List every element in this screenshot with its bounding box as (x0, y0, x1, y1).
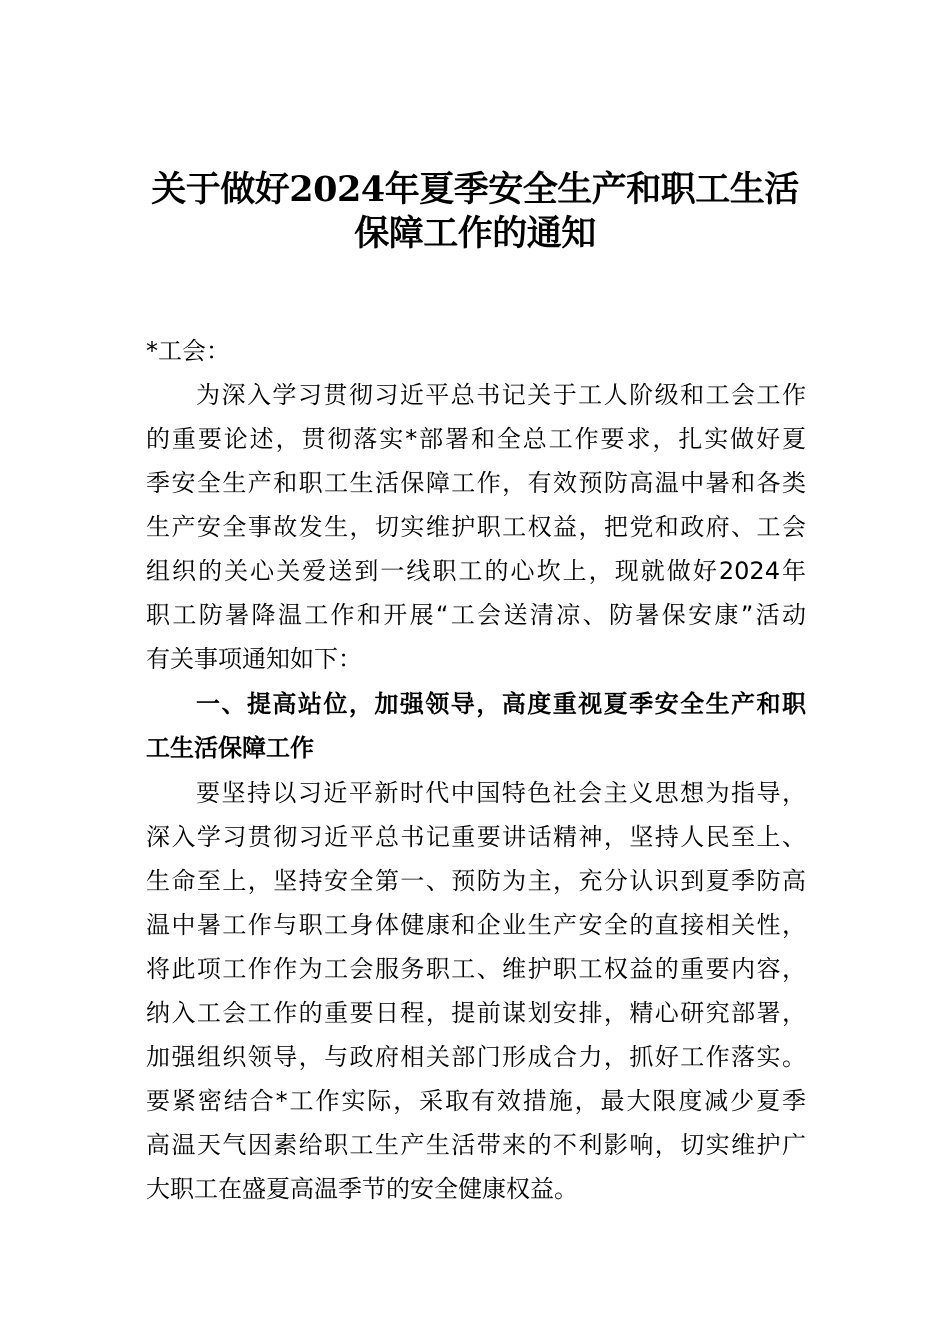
paragraph-line: 将此项工作作为工会服务职工、维护职工权益的重要内容， (146, 955, 806, 983)
paragraph-line: 有关事项通知如下： (146, 645, 362, 673)
paragraph-line: 生命至上，坚持安全第一、预防为主，充分认识到夏季防高 (146, 867, 806, 895)
paragraph-line: 高温天气因素给职工生产生活带来的不利影响，切实维护广 (146, 1131, 806, 1159)
heading-line: 一、提高站位，加强领导，高度重视夏季安全生产和职 (196, 690, 806, 718)
paragraph-line: 生产安全事故发生，切实维护职工权益，把党和政府、工会 (146, 513, 806, 541)
document-title-line-1: 关于做好2024年夏季安全生产和职工生活 (151, 169, 799, 210)
heading-line: 工生活保障工作 (146, 734, 314, 762)
paragraph-line: 温中暑工作与职工身体健康和企业生产安全的直接相关性， (146, 911, 806, 939)
salutation: *工会： (146, 337, 230, 365)
paragraph-line: 职工防暑降温工作和开展“工会送清凉、防暑保安康”活动 (146, 601, 806, 629)
paragraph-line: 大职工在盛夏高温季节的安全健康权益。 (146, 1175, 578, 1203)
paragraph-line: 组织的关心关爱送到一线职工的心坎上，现就做好2024年 (146, 557, 806, 585)
paragraph-line: 加强组织领导，与政府相关部门形成合力，抓好工作落实。 (146, 1043, 806, 1071)
document-title-line-2: 保障工作的通知 (354, 213, 596, 254)
paragraph-line: 纳入工会工作的重要日程，提前谋划安排，精心研究部署， (146, 999, 806, 1027)
paragraph-line: 为深入学习贯彻习近平总书记关于工人阶级和工会工作 (196, 381, 806, 409)
paragraph-line: 要坚持以习近平新时代中国特色社会主义思想为指导， (196, 779, 806, 807)
paragraph-line: 要紧密结合*工作实际，采取有效措施，最大限度减少夏季 (146, 1087, 806, 1115)
paragraph-line: 深入学习贯彻习近平总书记重要讲话精神，坚持人民至上、 (146, 823, 806, 851)
paragraph-line: 季安全生产和职工生活保障工作，有效预防高温中暑和各类 (146, 469, 806, 497)
paragraph-line: 的重要论述，贯彻落实*部署和全总工作要求，扎实做好夏 (146, 425, 806, 453)
